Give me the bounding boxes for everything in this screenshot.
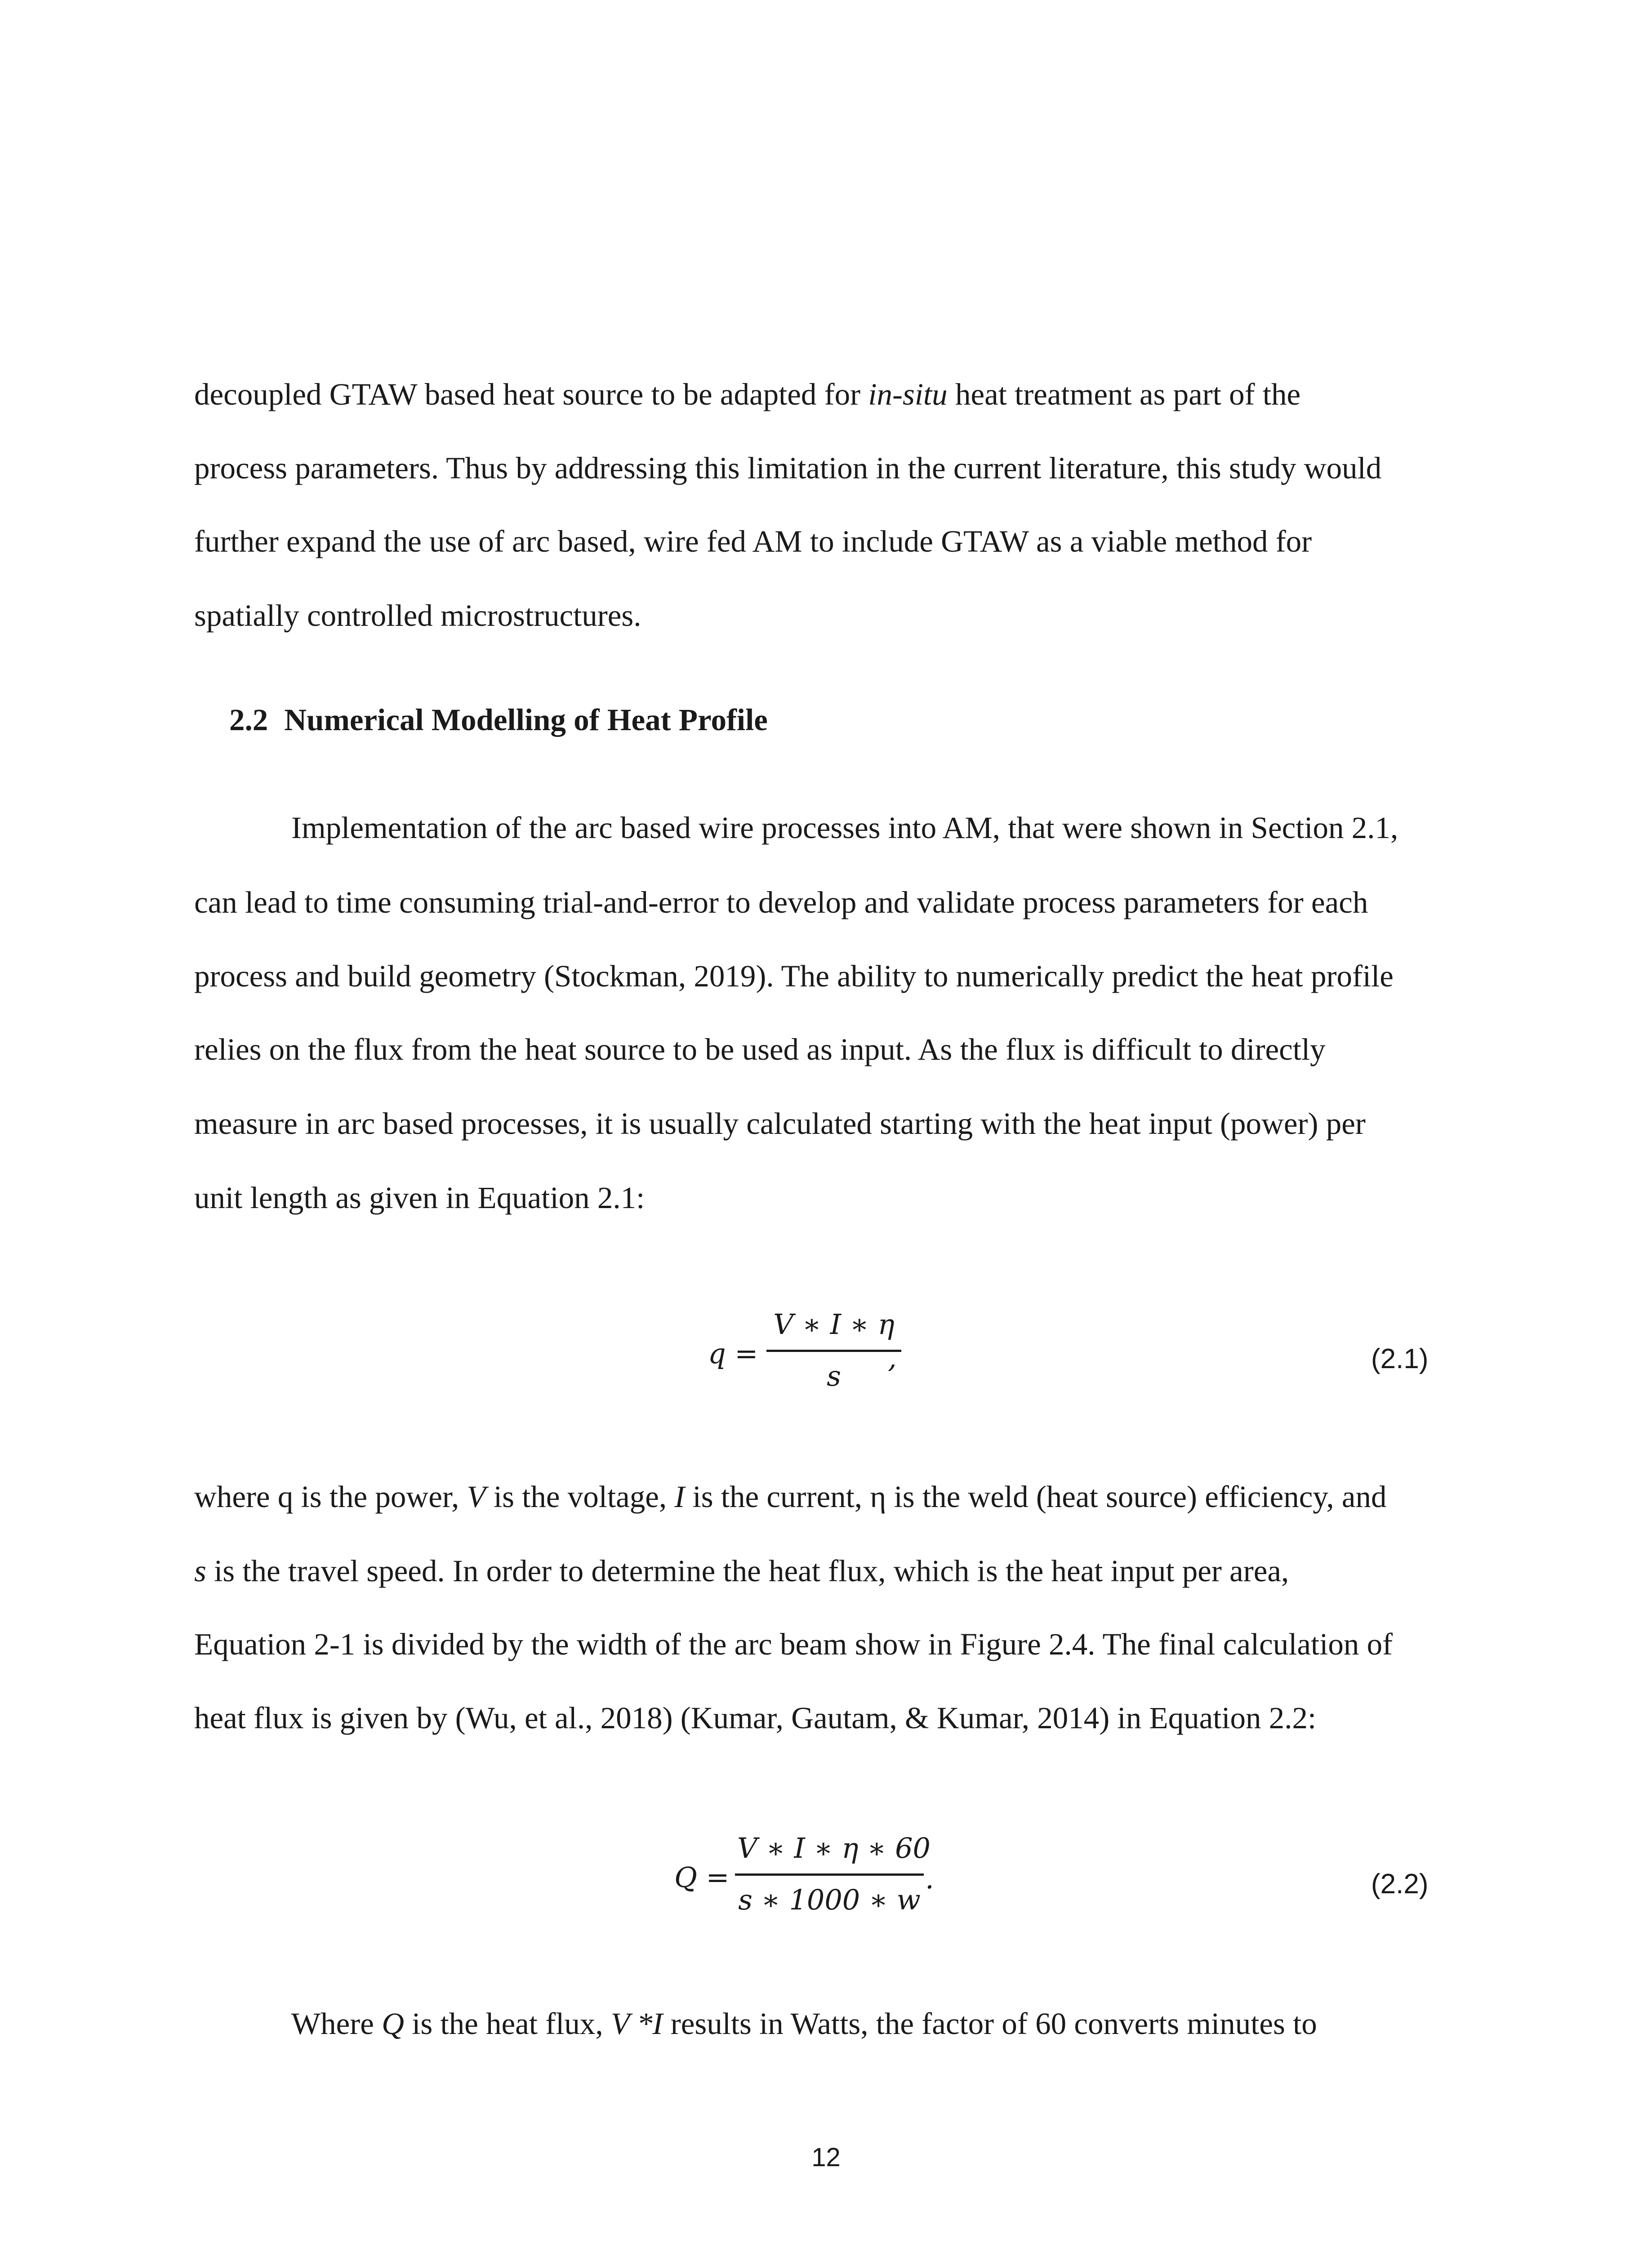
- text-run: Where: [291, 2007, 382, 2041]
- equation-2-number: (2.2): [1371, 1869, 1429, 1900]
- equation-2-numerator: V ∗ I ∗ η ∗ 60: [737, 1832, 931, 1864]
- text-run: is the heat flux,: [404, 2007, 611, 2041]
- italic-term: in-situ: [868, 377, 948, 411]
- paragraph-2-line-6: unit length as given in Equation 2.1:: [194, 1181, 645, 1215]
- equation-2-denominator: s ∗ 1000 ∗ w: [738, 1883, 921, 1916]
- paragraph-2-line-5: measure in arc based processes, it is usually calculated starting with the heat input (power) per: [194, 1106, 1366, 1141]
- paragraph-1-line-4: spatially controlled microstructures.: [194, 598, 641, 633]
- paragraph-3-line-4: heat flux is given by (Wu, et al., 2018) (Kumar, Gautam, & Kumar, 2014) in Equation 2.2:: [194, 1701, 1317, 1735]
- text-run: results in Watts, the factor of 60 converts minutes to: [663, 2007, 1317, 2041]
- text-run: is the voltage,: [485, 1480, 675, 1514]
- text-run: where q is the power,: [194, 1480, 467, 1514]
- equation-1-fraction-bar: [766, 1350, 901, 1352]
- equation-1-numerator: V ∗ I ∗ η: [773, 1308, 895, 1341]
- page-number: 12: [811, 2143, 841, 2172]
- paragraph-2-line-2: can lead to time consuming trial-and-error to develop and validate process parameters for each: [194, 885, 1368, 919]
- equation-1-lhs: q =: [708, 1337, 758, 1370]
- text-run: is the travel speed. In order to determine the heat flux, which is the heat input per area,: [206, 1554, 1289, 1588]
- section-title: Numerical Modelling of Heat Profile: [284, 703, 768, 737]
- paragraph-3-line-3: Equation 2-1 is divided by the width of the arc beam show in Figure 2.4. The final calculation of: [194, 1627, 1393, 1661]
- text-run: decoupled GTAW based heat source to be adapted for: [194, 377, 868, 411]
- section-heading: [229, 705, 768, 736]
- equation-1-number: (2.1): [1371, 1343, 1429, 1374]
- paragraph-4-line-1: [291, 2008, 1317, 2039]
- text-run: is the current, η is the weld (heat source) efficiency, and: [685, 1480, 1387, 1514]
- italic-term: V *I: [610, 2007, 663, 2041]
- paragraph-1-line-1: [194, 379, 1300, 410]
- paragraph-1-line-2: process parameters. Thus by addressing this limitation in the current literature, this study would: [194, 451, 1382, 485]
- paragraph-3-line-2: [194, 1556, 1289, 1587]
- section-number: 2.2: [229, 703, 268, 737]
- paragraph-2-line-1: Implementation of the arc based wire processes into AM, that were shown in Section 2.1,: [291, 811, 1398, 845]
- italic-term: Q: [382, 2007, 404, 2041]
- equation-1-denominator: s: [827, 1360, 841, 1392]
- paragraph-3-line-1: [194, 1481, 1386, 1512]
- paragraph-2-line-3: process and build geometry (Stockman, 2019). The ability to numerically predict the heat profile: [194, 959, 1394, 993]
- equation-2-lhs: Q =: [674, 1861, 730, 1894]
- paragraph-2-line-4: relies on the flux from the heat source to be used as input. As the flux is difficult to directly: [194, 1032, 1326, 1066]
- text-run: heat treatment as part of the: [947, 377, 1301, 411]
- italic-term: I: [674, 1480, 685, 1514]
- equation-1-trail: ,: [888, 1342, 897, 1374]
- equation-2-trail: .: [925, 1862, 934, 1895]
- paragraph-1-line-3: further expand the use of arc based, wire fed AM to include GTAW as a viable method for: [194, 524, 1312, 558]
- italic-term: V: [467, 1480, 486, 1514]
- italic-term: s: [194, 1554, 206, 1588]
- equation-2-fraction-bar: [735, 1873, 924, 1876]
